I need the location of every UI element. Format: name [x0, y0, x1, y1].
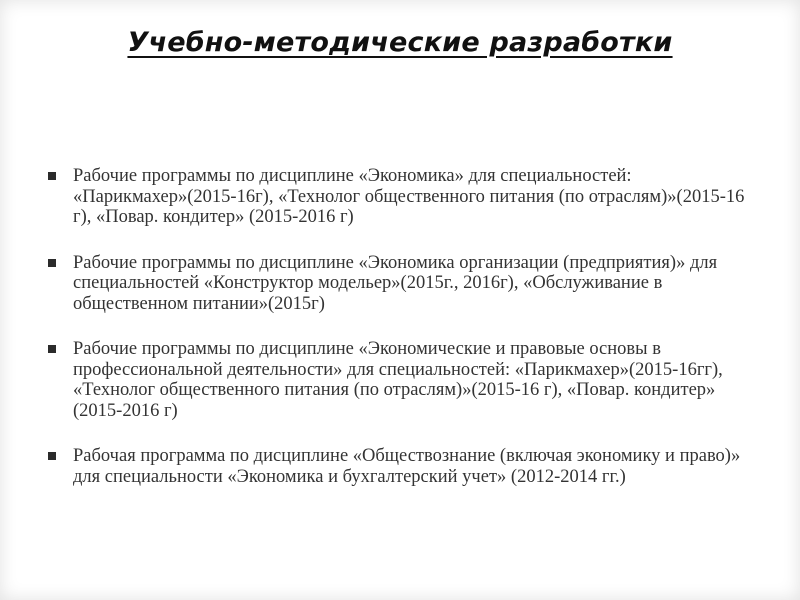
- list-item-text: Рабочая программа по дисциплине «Обществознание (включая экономику и право)» для специальности «Экономика и бухгалтерский учет» (2012-2014 гг.): [73, 446, 741, 487]
- list-item: [42, 166, 762, 228]
- square-bullet-icon: [48, 172, 56, 180]
- bullet-list: [42, 166, 762, 512]
- list-item-text: Рабочие программы по дисциплине «Экономика организации (предприятия)» для специальностей «Конструктор модельер»(2015г., 2016г), «Обслуживание в общественном питании»(2015г): [73, 252, 718, 314]
- list-item: [42, 339, 762, 421]
- square-bullet-icon: [48, 259, 56, 267]
- square-bullet-icon: [48, 452, 56, 460]
- slide-title: Учебно-методические разработки: [127, 27, 673, 58]
- list-item: [42, 446, 762, 487]
- list-item-text: Рабочие программы по дисциплине «Экономические и правовые основы в профессиональной деятельности» для специальностей: «Парикмахер»(2015-16гг), «Технолог общественного питания (по отраслям)»(2015-16 г), «Повар. кондитер» (2015-2016 г): [73, 339, 723, 421]
- square-bullet-icon: [48, 345, 56, 353]
- list-item: [42, 253, 762, 315]
- list-item-text: Рабочие программы по дисциплине «Экономика» для специальностей: «Парикмахер»(2015-16г), «Технолог общественного питания (по отраслям)»(2015-16 г), «Повар. кондитер» (2015-2016 г): [73, 166, 745, 227]
